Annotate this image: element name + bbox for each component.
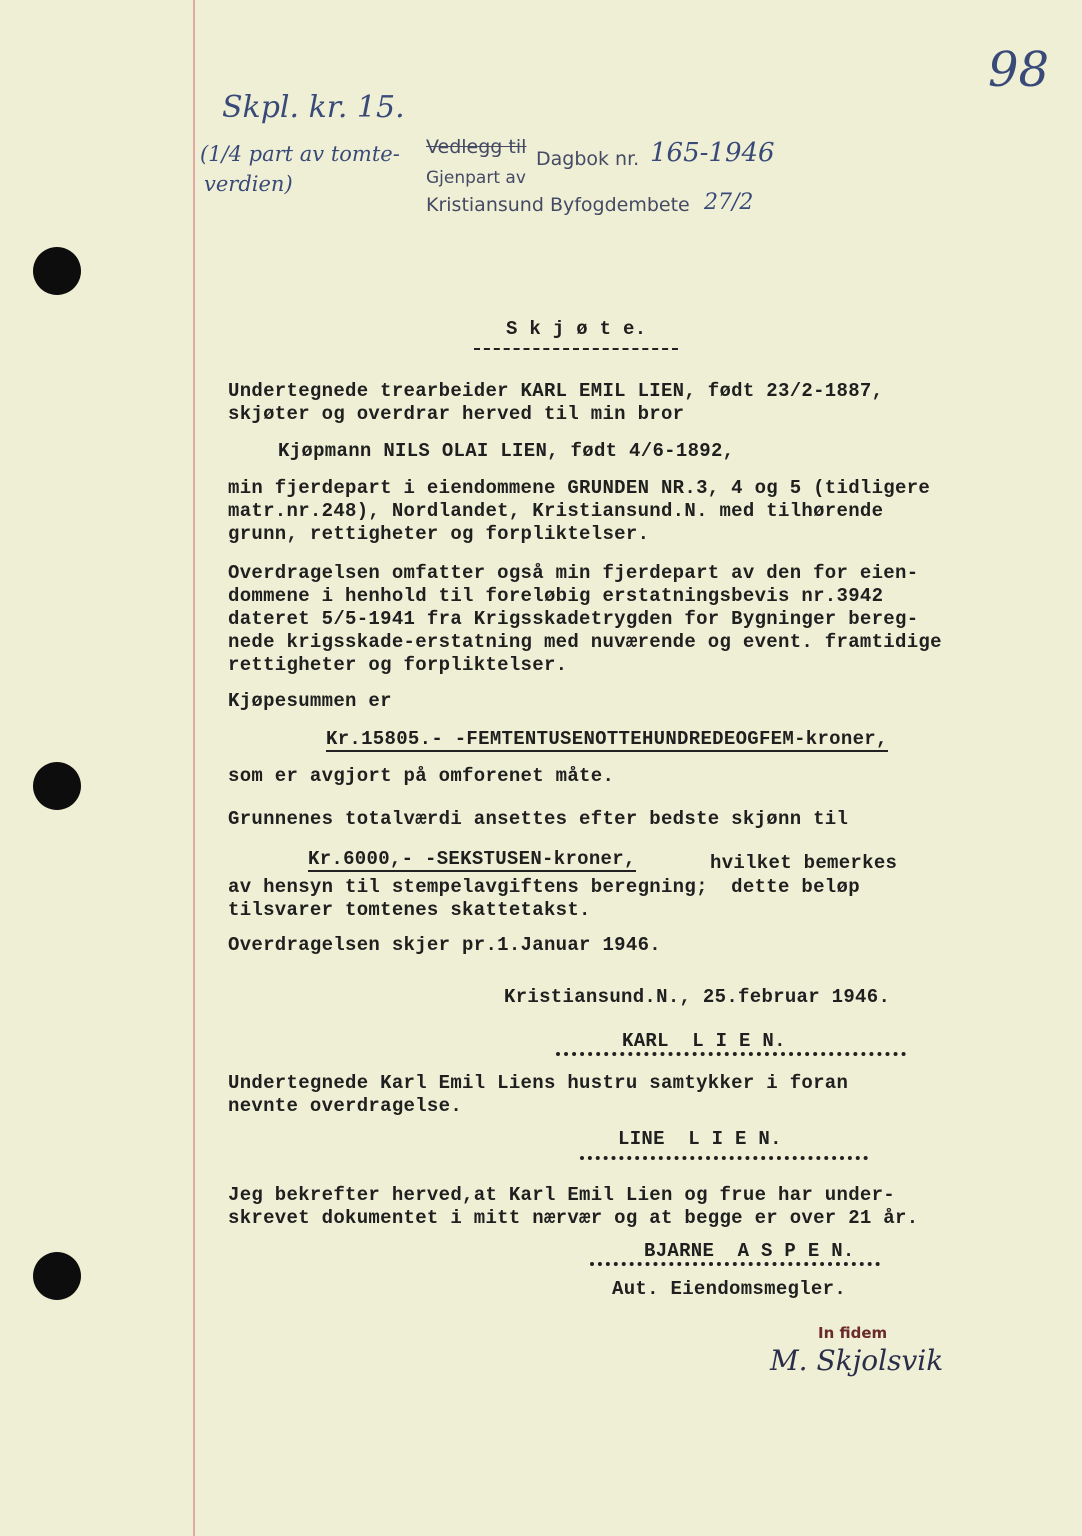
p1-line1: Undertegnede trearbeider KARL EMIL LIEN, født 23/2-1887,	[228, 380, 884, 402]
price-note: som er avgjort på omforenet måte.	[228, 765, 615, 787]
price-amount: Kr.15805.- -FEMTENTUSENOTTEHUNDREDEOGFEM-kroner,	[326, 728, 888, 750]
transfer-date: Overdragelsen skjer pr.1.Januar 1946.	[228, 934, 661, 956]
margin-note-line3: verdien)	[204, 172, 293, 196]
place-date: Kristiansund.N., 25.februar 1946.	[504, 986, 891, 1008]
stamp-date: 27/2	[704, 190, 754, 215]
p3-line1: Overdragelsen omfatter også min fjerdepart av den for eien-	[228, 562, 919, 584]
p3-line2: dommene i henhold til foreløbig erstatningsbevis nr.3942	[228, 585, 884, 607]
signature-line-1	[556, 1052, 906, 1056]
stamp-office: Kristiansund Byfogdembete	[426, 194, 690, 216]
value-amount: Kr.6000,- -SEKSTUSEN-kroner,	[308, 848, 636, 870]
value-line3: tilsvarer tomtenes skattetakst.	[228, 899, 591, 921]
value-intro: Grunnenes totalværdi ansettes efter bedste skjønn til	[228, 808, 849, 830]
punch-hole-bottom	[33, 1252, 81, 1300]
p3-line3: dateret 5/5-1941 fra Krigsskadetrygden for Bygninger bereg-	[228, 608, 919, 630]
witness-line2: skrevet dokumentet i mitt nærvær og at begge er over 21 år.	[228, 1207, 919, 1229]
p3-line5: rettigheter og forpliktelser.	[228, 654, 568, 676]
signature-line: LINE L I E N.	[618, 1128, 782, 1150]
stamp-dagbok-value: 165-1946	[650, 138, 775, 168]
p3-line4: nede krigsskade-erstatning med nuværende og event. framtidige	[228, 631, 942, 653]
witness-line1: Jeg bekrefter herved,at Karl Emil Lien og frue har under-	[228, 1184, 896, 1206]
signature-line-2	[580, 1156, 868, 1160]
punch-hole-middle	[33, 762, 81, 810]
p2-line1: min fjerdepart i eiendommene GRUNDEN NR.3, 4 og 5 (tidligere	[228, 477, 931, 499]
officer-prefix: In fidem	[818, 1324, 888, 1342]
page-number: 98	[988, 42, 1050, 98]
title-underline	[474, 348, 678, 350]
margin-rule	[193, 0, 195, 1536]
p1-line2: skjøter og overdrar herved til min bror	[228, 403, 685, 425]
signature-line-3	[590, 1262, 880, 1266]
margin-note-line1: Skpl. kr. 15.	[222, 90, 405, 125]
margin-note-line2: (1/4 part av tomte-	[200, 142, 400, 166]
consent-line1: Undertegnede Karl Emil Liens hustru samtykker i foran	[228, 1072, 849, 1094]
p2-line2: matr.nr.248), Nordlandet, Kristiansund.N. med tilhørende	[228, 500, 884, 522]
stamp-gjenpart: Gjenpart av	[426, 168, 526, 188]
stamp-dagbok-label: Dagbok nr.	[536, 148, 640, 170]
officer-signature: M. Skjolsvik	[770, 1344, 944, 1377]
signature-karl: KARL L I E N.	[622, 1030, 786, 1052]
value-line2: av hensyn til stempelavgiftens beregning; dette beløp	[228, 876, 860, 898]
document-title: S k j ø t e.	[506, 318, 647, 340]
price-intro: Kjøpesummen er	[228, 690, 392, 712]
buyer-line: Kjøpmann NILS OLAI LIEN, født 4/6-1892,	[278, 440, 735, 462]
consent-line2: nevnte overdragelse.	[228, 1095, 463, 1117]
stamp-vedlegg: Vedlegg til	[426, 136, 527, 158]
signature-bjarne: BJARNE A S P E N.	[644, 1240, 855, 1262]
punch-hole-top	[33, 247, 81, 295]
broker-title: Aut. Eiendomsmegler.	[612, 1278, 847, 1300]
value-tail: hvilket bemerkes	[710, 852, 898, 874]
p2-line3: grunn, rettigheter og forpliktelser.	[228, 523, 650, 545]
